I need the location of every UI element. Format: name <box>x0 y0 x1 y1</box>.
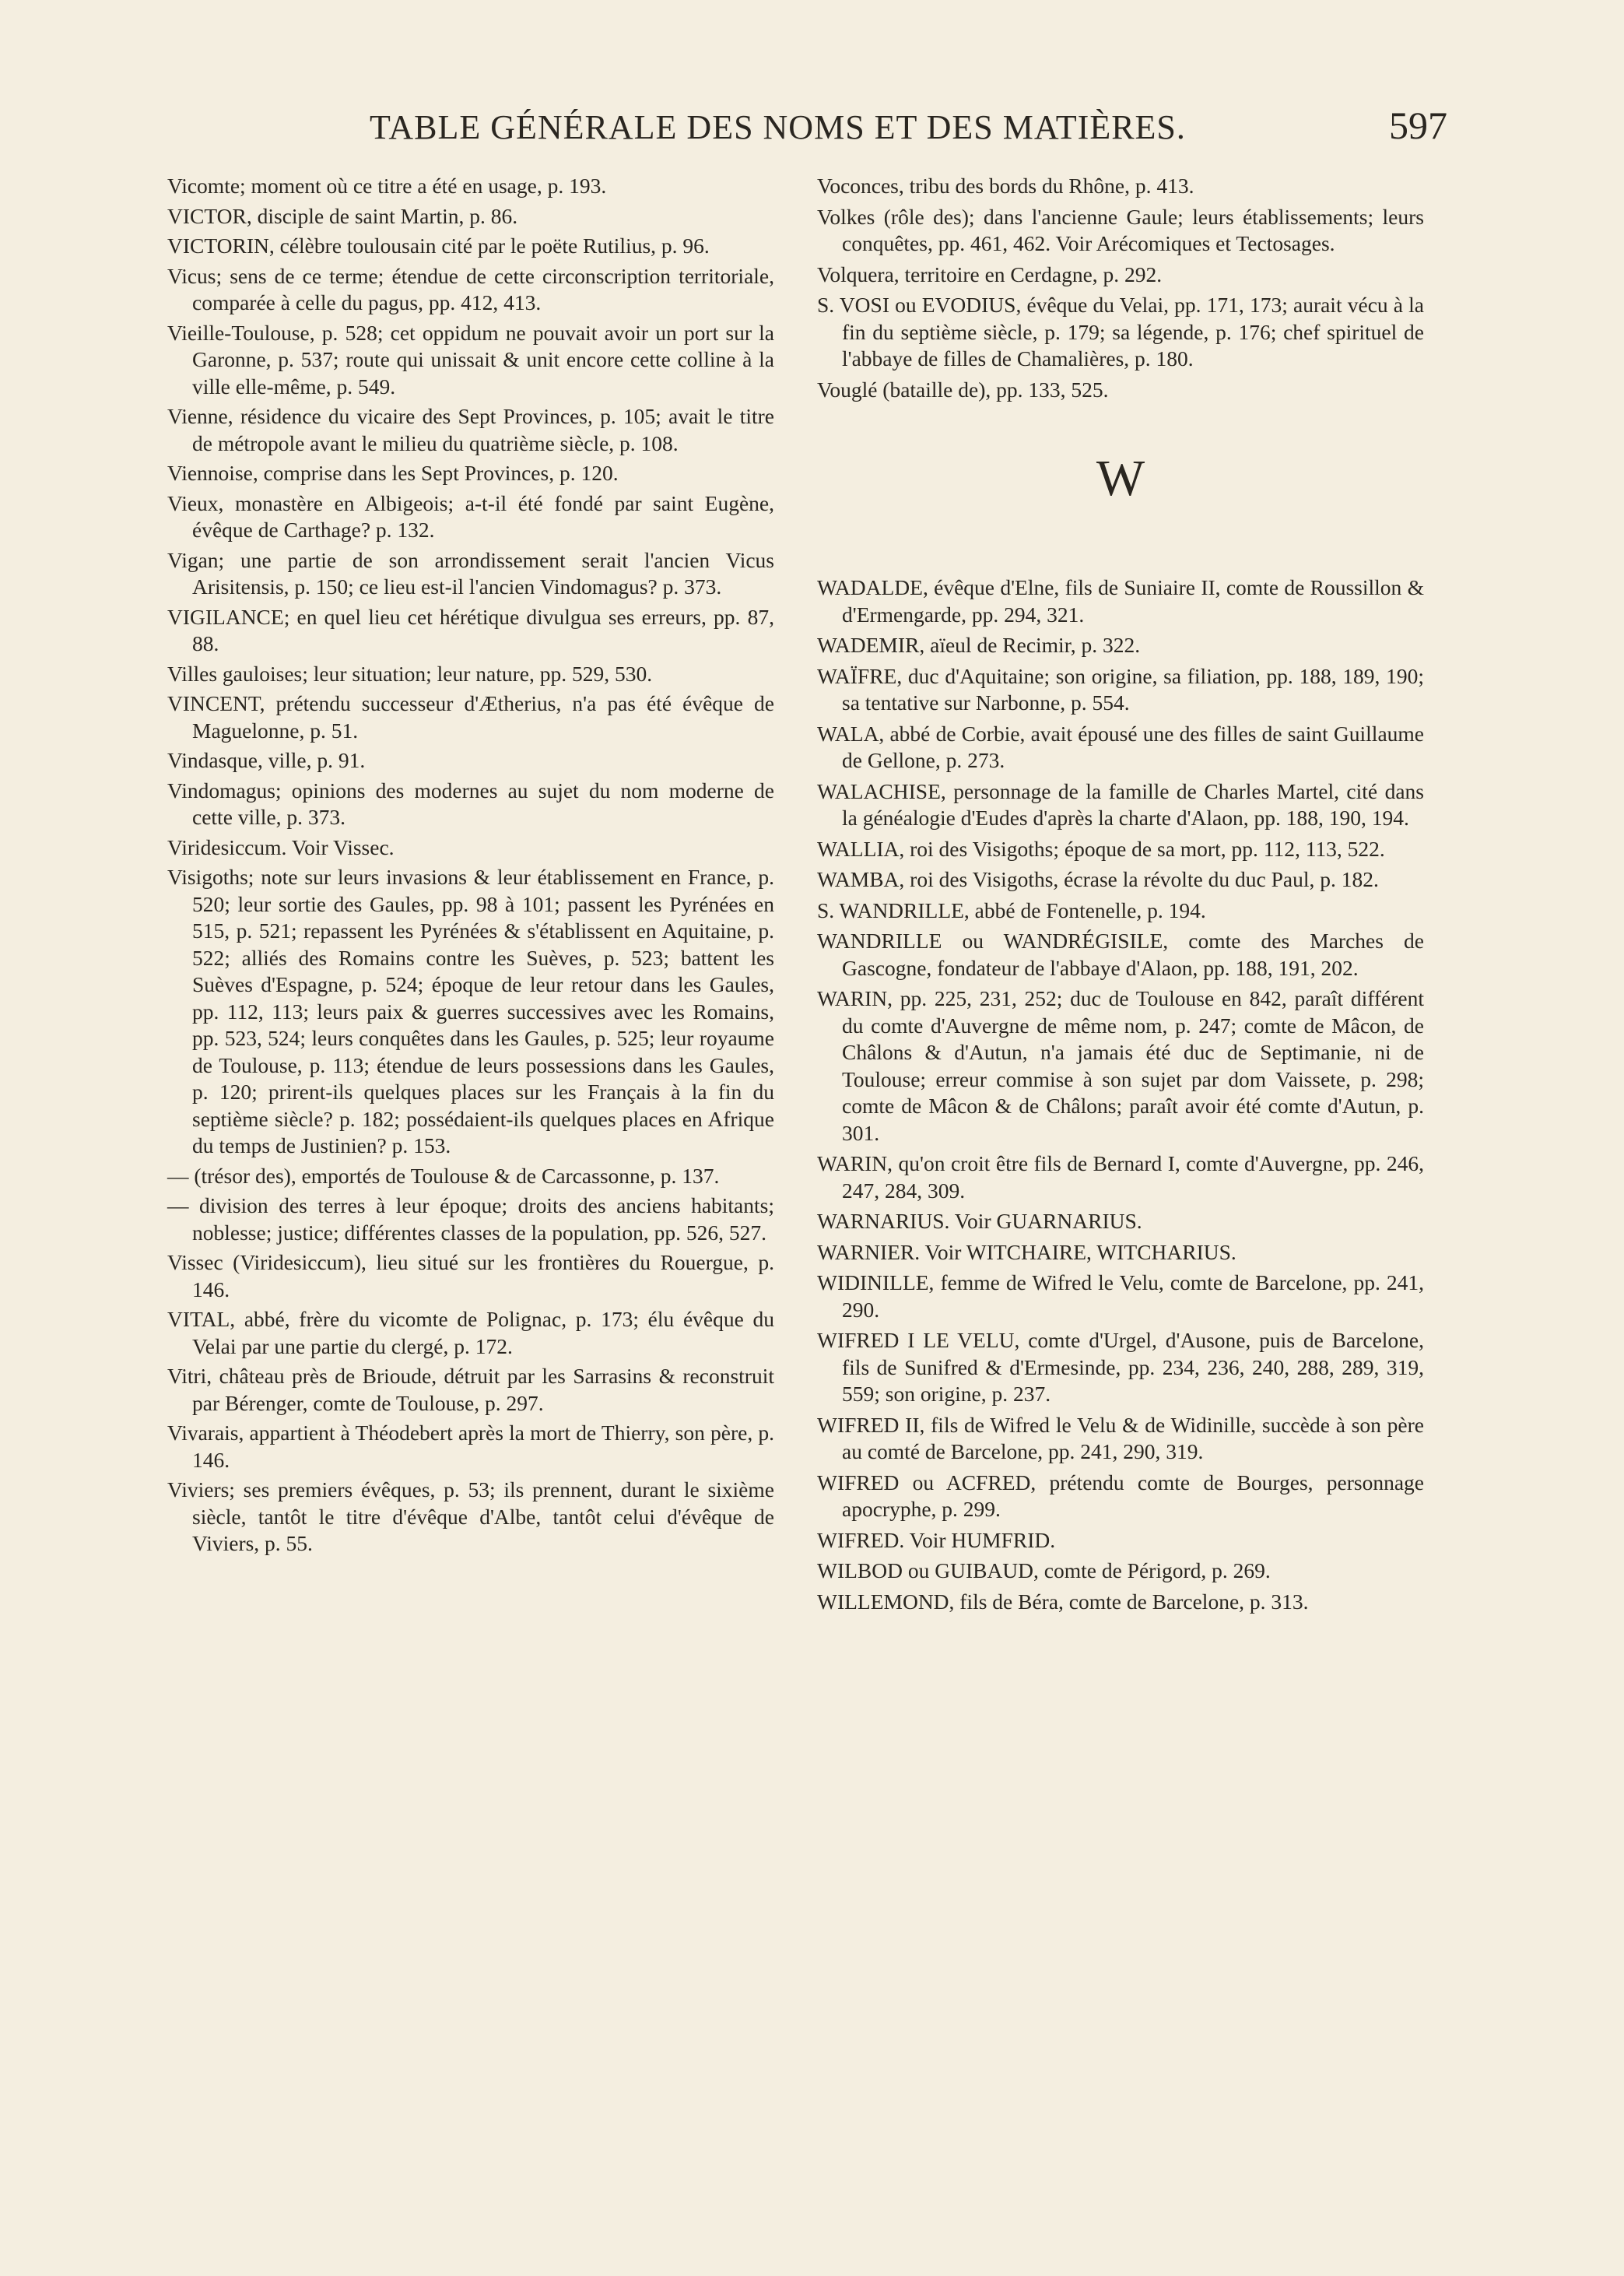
index-entry: Vieille-Toulouse, p. 528; cet oppidum ne pouvait avoir un port sur la Garonne, p. 537; route qui unissait & unit encore cette colline à la ville elle-même, p. 549. <box>167 320 774 399</box>
index-entry: WALLIA, roi des Visigoths; époque de sa mort, pp. 112, 113, 522. <box>817 836 1385 861</box>
page-title: TABLE GÉNÉRALE DES NOMS ET DES MATIÈRES. <box>370 108 1186 146</box>
index-entry: WIFRED I LE VELU, comte d'Urgel, d'Ausone, puis de Barcelone, fils de Sunifred & d'Ermesinde, pp. 234, 236, 240, 288, 289, 319, 559; son origine, p. 237. <box>817 1328 1424 1406</box>
index-entry: WARNARIUS. Voir GUARNARIUS. <box>817 1209 1142 1233</box>
index-entry: WARIN, pp. 225, 231, 252; duc de Toulouse en 842, paraît différent du comte d'Auvergne de même nom, p. 247; comte de Mâcon, de Châlons & d'Autun, n'a jamais été duc de Septimanie, ni de Toulouse; erreur commise à son sujet par dom Vaissete, p. 298; comte de Mâcon & de Châlons; paraît avoir été comte d'Autun, p. 301. <box>817 986 1424 1145</box>
index-entry: WAÏFRE, duc d'Aquitaine; son origine, sa filiation, pp. 188, 189, 190; sa tentative sur Narbonne, p. 554. <box>817 663 1424 715</box>
right-column <box>817 173 1424 1619</box>
section-letter-heading: W <box>1096 450 1145 507</box>
index-entry: Vitri, château près de Brioude, détruit par les Sarrasins & reconstruit par Bérenger, comte de Toulouse, p. 297. <box>167 1364 774 1415</box>
index-entry: WADALDE, évêque d'Elne, fils de Suniaire II, comte de Roussillon & d'Ermengarde, pp. 294, 321. <box>817 575 1424 627</box>
index-entry: WILBOD ou GUIBAUD, comte de Périgord, p. 269. <box>817 1558 1271 1582</box>
left-column <box>167 173 774 1561</box>
index-entry: Viviers; ses premiers évêques, p. 53; ils prennent, durant le sixième siècle, tantôt le titre d'évêque d'Albe, tantôt celui d'évêque de Viviers, p. 55. <box>167 1477 774 1555</box>
index-entry: Volquera, territoire en Cerdagne, p. 292. <box>817 262 1163 286</box>
page-header <box>163 100 1447 162</box>
index-entry: WALACHISE, personnage de la famille de Charles Martel, cité dans la généalogie d'Eudes d'après la charte d'Alaon, pp. 188, 190, 194. <box>817 778 1424 830</box>
index-entry: Vienne, résidence du vicaire des Sept Provinces, p. 105; avait le titre de métropole avant le milieu du quatrième siècle, p. 108. <box>167 404 774 455</box>
index-entry: Voconces, tribu des bords du Rhône, p. 413. <box>817 174 1194 198</box>
index-entry: Vieux, monastère en Albigeois; a-t-il été fondé par saint Eugène, évêque de Carthage? p. 132. <box>167 490 774 542</box>
index-entry: Volkes (rôle des); dans l'ancienne Gaule; leurs établissements; leurs conquêtes, pp. 461, 462. Voir Arécomiques et Tectosages. <box>817 204 1424 255</box>
index-entry: WIDINILLE, femme de Wifred le Velu, comte de Barcelone, pp. 241, 290. <box>817 1270 1424 1322</box>
index-entry: WANDRILLE ou WANDRÉGISILE, comte des Marches de Gascogne, fondateur de l'abbaye d'Alaon, pp. 188, 191, 202. <box>817 929 1424 980</box>
index-entry: WIFRED ou ACFRED, prétendu comte de Bourges, personnage apocryphe, p. 299. <box>817 1470 1424 1521</box>
index-entry: — (trésor des), emportés de Toulouse & de Carcassonne, p. 137. <box>167 1163 720 1188</box>
index-entry: Vissec (Viridesiccum), lieu situé sur les frontières du Rouergue, p. 146. <box>167 1250 774 1301</box>
index-entry: Viennoise, comprise dans les Sept Provinces, p. 120. <box>167 461 619 485</box>
index-entry: Vindomagus; opinions des modernes au sujet du nom moderne de cette ville, p. 373. <box>167 778 774 829</box>
index-entry: Vindasque, ville, p. 91. <box>167 748 366 772</box>
index-entry: Vouglé (bataille de), pp. 133, 525. <box>817 377 1109 402</box>
index-entry: VINCENT, prétendu successeur d'Ætherius, n'a pas été évêque de Maguelonne, p. 51. <box>167 691 774 743</box>
index-entry: Vigan; une partie de son arrondissement serait l'ancien Vicus Arisitensis, p. 150; ce lieu est-il l'ancien Vindomagus? p. 373. <box>167 547 774 599</box>
index-entry: — division des terres à leur époque; droits des anciens habitants; noblesse; justice; différentes classes de la population, pp. 526, 527. <box>167 1193 774 1245</box>
index-entry: VITAL, abbé, frère du vicomte de Polignac, p. 173; élu évêque du Velai par une partie du clergé, p. 172. <box>167 1307 774 1358</box>
index-entry: S. WANDRILLE, abbé de Fontenelle, p. 194. <box>817 897 1206 922</box>
page-number: 597 <box>1389 104 1447 147</box>
index-entry: Vivarais, appartient à Théodebert après la mort de Thierry, son père, p. 146. <box>167 1421 774 1472</box>
index-entry: WILLEMOND, fils de Béra, comte de Barcelone, p. 313. <box>817 1589 1309 1614</box>
index-entry: WALA, abbé de Corbie, avait épousé une des filles de saint Guillaume de Gellone, p. 273. <box>817 721 1424 772</box>
index-entry: Viridesiccum. Voir Vissec. <box>167 834 395 859</box>
index-entry: WARIN, qu'on croit être fils de Bernard I, comte d'Auvergne, pp. 246, 247, 284, 309. <box>817 1151 1424 1203</box>
index-entry: WAMBA, roi des Visigoths, écrase la révolte du duc Paul, p. 182. <box>817 867 1379 891</box>
index-entry: Vicomte; moment où ce titre a été en usage, p. 193. <box>167 174 607 198</box>
index-entry: WIFRED II, fils de Wifred le Velu & de Widinille, succède à son père au comté de Barcelone, pp. 241, 290, 319. <box>817 1412 1424 1463</box>
index-entry: S. VOSI ou EVODIUS, évêque du Velai, pp. 171, 173; aurait vécu à la fin du septième siècle, p. 179; sa légende, p. 176; chef spirituel de l'abbaye de filles de Chamalières, p. 180. <box>817 293 1424 371</box>
index-entry: Visigoths; note sur leurs invasions & leur établissement en France, p. 520; leur sortie des Gaules, pp. 98 à 101; passent les Pyrénées en 515, p. 521; repassent les Pyrénées & s'établissent en Aquitaine, p. 522; alliés des Romains contre les Suèves, p. 523; battent les Suèves d'Espagne, p. 524; époque de leur retour dans les Gaules, pp. 112, 113; leurs paix & guerres successives avec les Romains, pp. 523, 524; leurs conquêtes dans les Gaules, p. 525; leur royaume de Toulouse, p. 113; étendue de leurs possessions dans les Gaules, p. 120; prirent-ils quelques places sur les Français à la fin du septième siècle? p. 182; possédaient-ils quelques places en Afrique du temps de Justinien? p. 153. <box>167 865 774 1157</box>
index-entry: VICTOR, disciple de saint Martin, p. 86. <box>167 203 518 228</box>
index-entry: WIFRED. Voir HUMFRID. <box>817 1527 1056 1552</box>
index-entry: VICTORIN, célèbre toulousain cité par le poëte Rutilius, p. 96. <box>167 234 710 258</box>
index-entry: WARNIER. Voir WITCHAIRE, WITCHARIUS. <box>817 1239 1236 1264</box>
index-entry: Villes gauloises; leur situation; leur nature, pp. 529, 530. <box>167 661 653 686</box>
index-entry: VIGILANCE; en quel lieu cet hérétique divulgua ses erreurs, pp. 87, 88. <box>167 604 774 655</box>
index-entry: Vicus; sens de ce terme; étendue de cette circonscription territoriale, comparée à celle du pagus, pp. 412, 413. <box>167 263 774 314</box>
index-entry: WADEMIR, aïeul de Recimir, p. 322. <box>817 633 1141 657</box>
